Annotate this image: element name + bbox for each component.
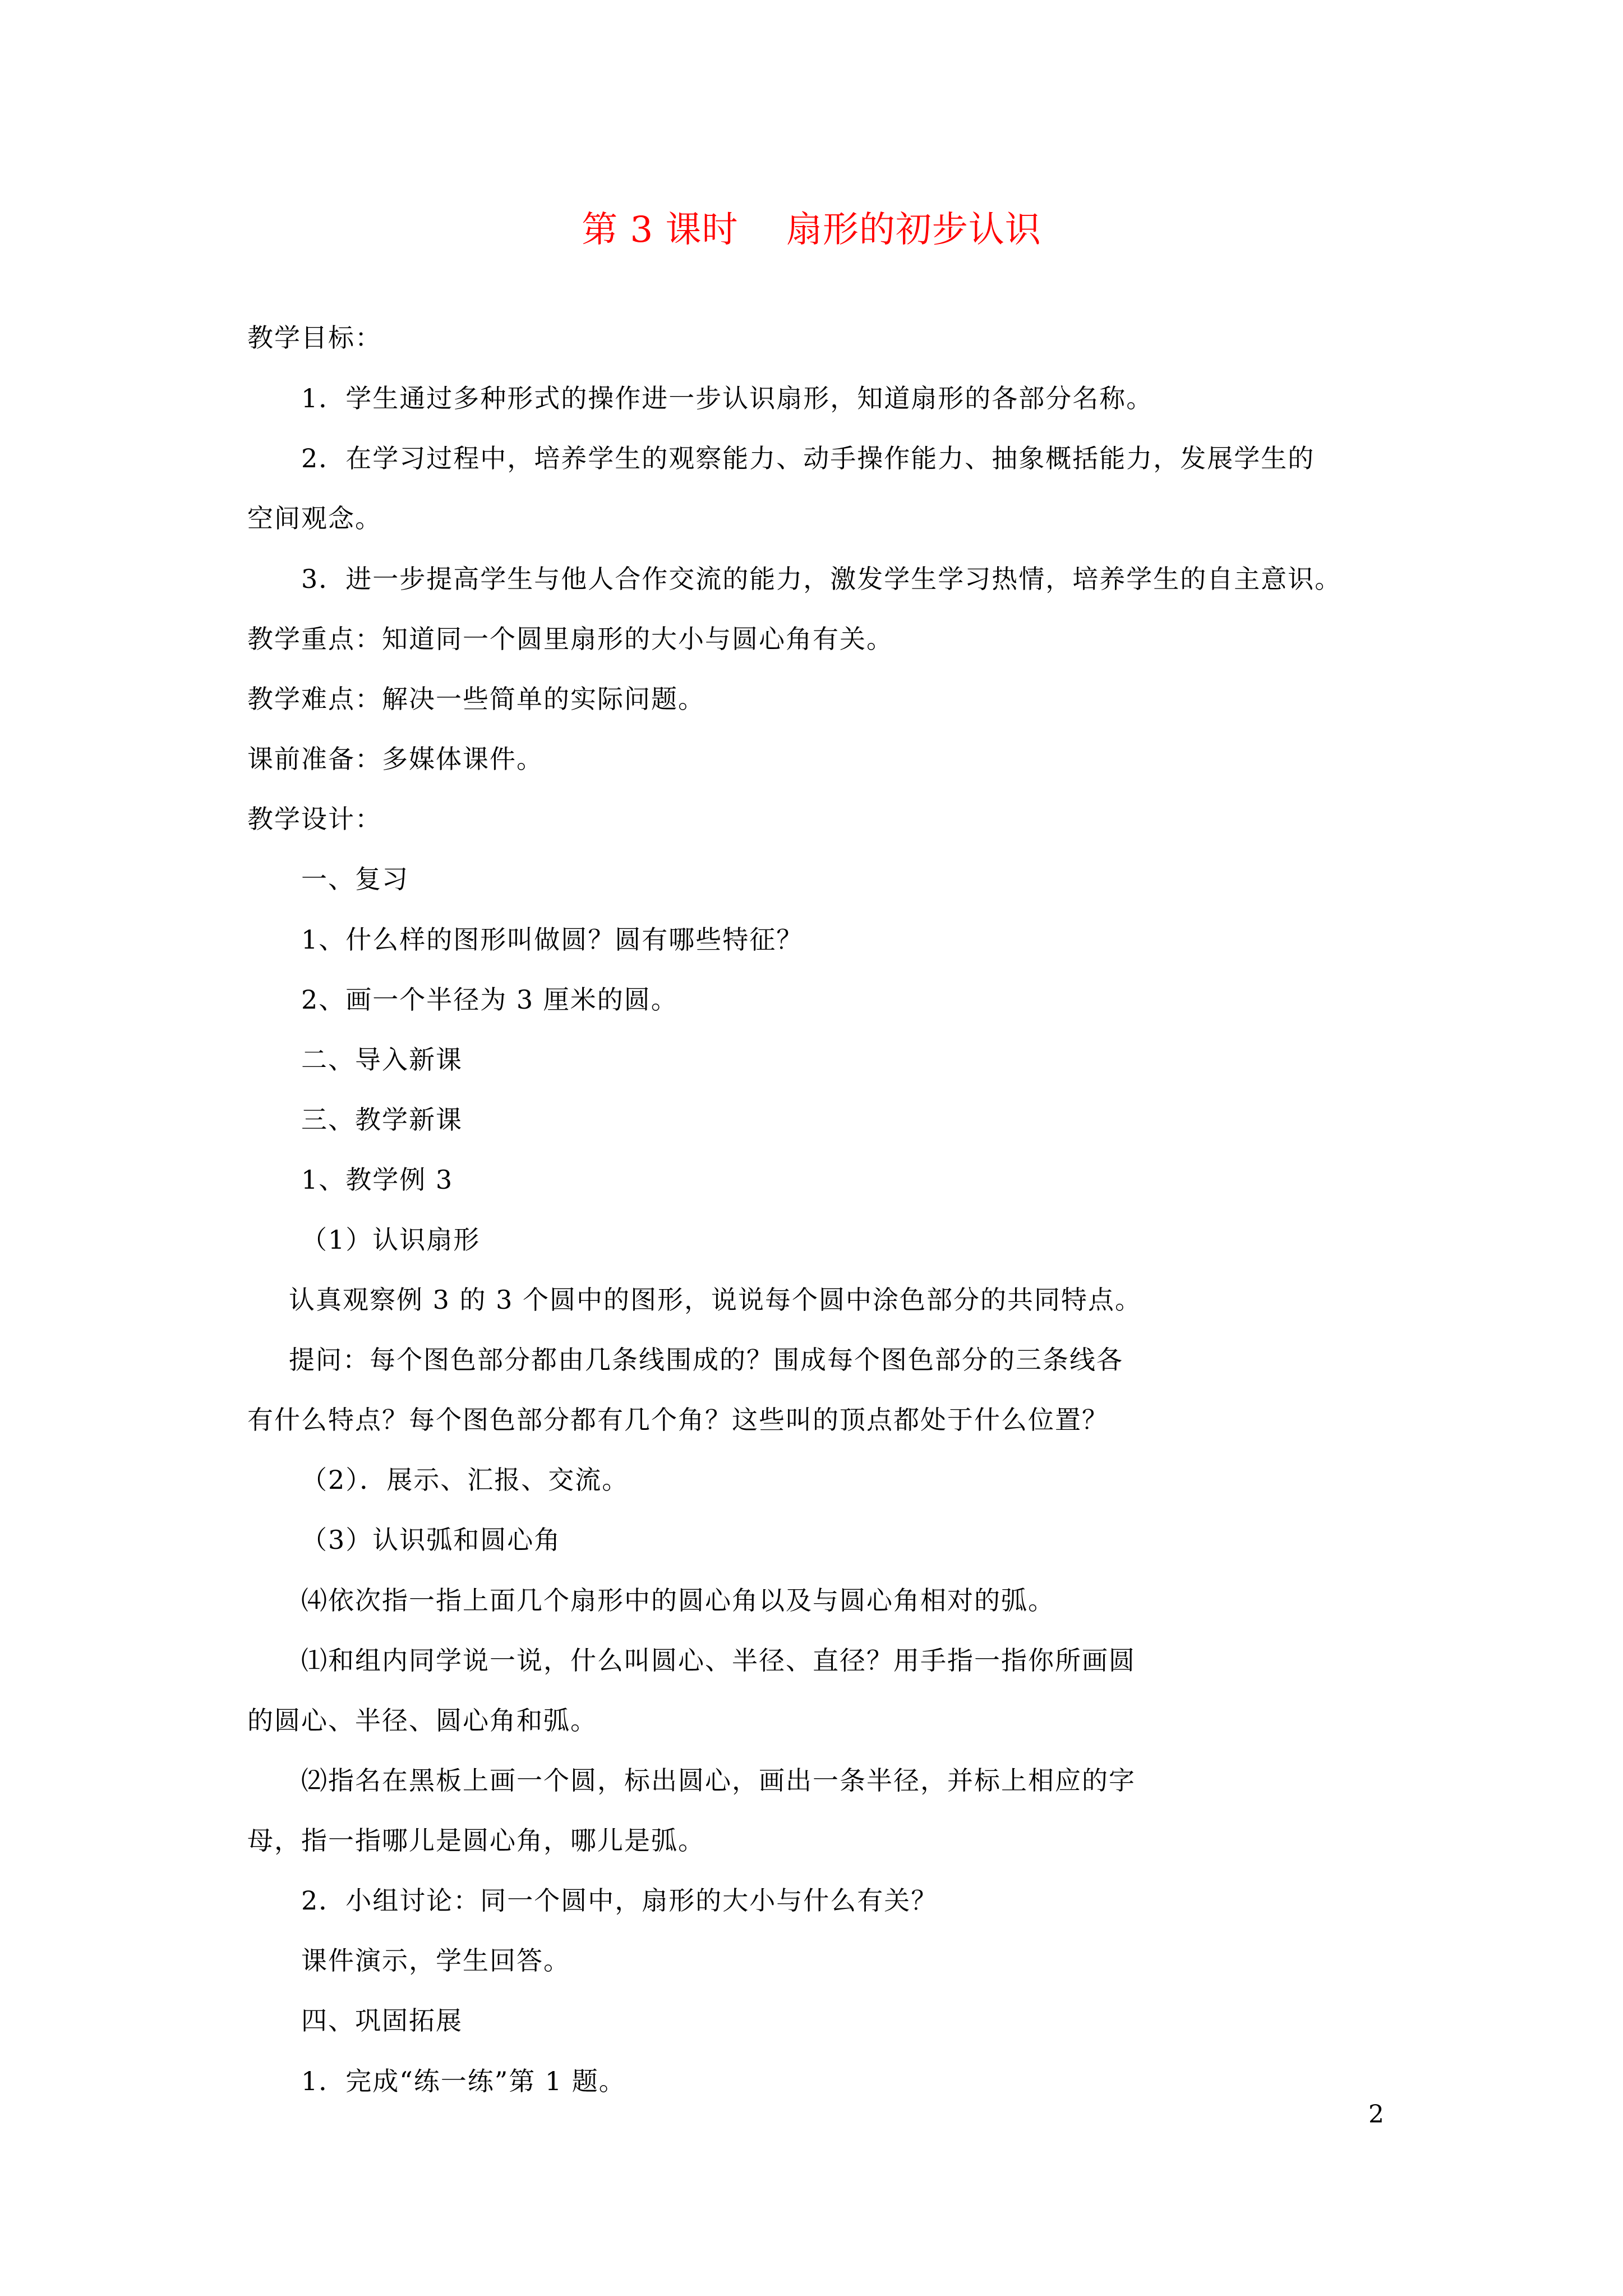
body-line: ⑴和组内同学说一说，什么叫圆心、半径、直径？用手指一指你所画圆 (301, 1645, 1136, 1676)
body-line: 二、导入新课 (301, 1045, 463, 1075)
body-line: 四、巩固拓展 (301, 2005, 463, 2036)
body-line: 有什么特点？每个图色部分都有几个角？这些叫的顶点都处于什么位置？ (247, 1405, 1109, 1435)
body-line: 2、画一个半径为 3 厘米的圆。 (301, 984, 678, 1015)
body-line: 1、什么样的图形叫做圆？圆有哪些特征？ (301, 924, 804, 955)
body-line: 的圆心、半径、圆心角和弧。 (247, 1705, 597, 1736)
body-line: 2．小组讨论：同一个圆中，扇形的大小与什么有关？ (301, 1885, 938, 1916)
body-line: 认真观察例 3 的 3 个圆中的图形，说说每个圆中涂色部分的共同特点。 (289, 1285, 1142, 1315)
body-line: （1）认识扇形 (301, 1225, 481, 1255)
body-line: （3）认识弧和圆心角 (301, 1525, 561, 1555)
body-line: 一、复习 (301, 864, 409, 894)
body-line: 3．进一步提高学生与他人合作交流的能力，激发学生学习热情，培养学生的自主意识。 (301, 564, 1342, 594)
body-line: 提问：每个图色部分都由几条线围成的？围成每个图色部分的三条线各 (289, 1345, 1123, 1375)
body-line: 1．完成“练一练”第 1 题。 (301, 2066, 626, 2096)
body-line: 课件演示，学生回答。 (301, 1945, 570, 1976)
body-line: 1．学生通过多种形式的操作进一步认识扇形，知道扇形的各部分名称。 (301, 383, 1154, 413)
body-line: ⑵指名在黑板上画一个圆，标出圆心，画出一条半径，并标上相应的字 (301, 1765, 1136, 1796)
section-heading-preparation: 课前准备：多媒体课件。 (247, 744, 543, 774)
body-line: 1、教学例 3 (301, 1165, 454, 1195)
body-line: 母，指一指哪儿是圆心角，哪儿是弧。 (247, 1825, 705, 1856)
body-line: 空间观念。 (247, 503, 382, 533)
section-heading-key-point: 教学重点：知道同一个圆里扇形的大小与圆心角有关。 (247, 624, 893, 654)
body-line: 三、教学新课 (301, 1105, 463, 1135)
section-heading-design: 教学设计： (247, 804, 382, 834)
body-line: （2）．展示、汇报、交流。 (301, 1465, 629, 1495)
section-heading-objectives: 教学目标： (247, 323, 382, 353)
body-line: 2．在学习过程中，培养学生的观察能力、动手操作能力、抽象概括能力，发展学生的 (301, 443, 1315, 473)
body-line: ⑷依次指一指上面几个扇形中的圆心角以及与圆心角相对的弧。 (301, 1585, 1055, 1616)
page-number: 2 (1368, 2100, 1384, 2129)
section-heading-difficulty: 教学难点：解决一些简单的实际问题。 (247, 684, 705, 714)
document-title: 第 3 课时 扇形的初步认识 (582, 209, 1041, 251)
